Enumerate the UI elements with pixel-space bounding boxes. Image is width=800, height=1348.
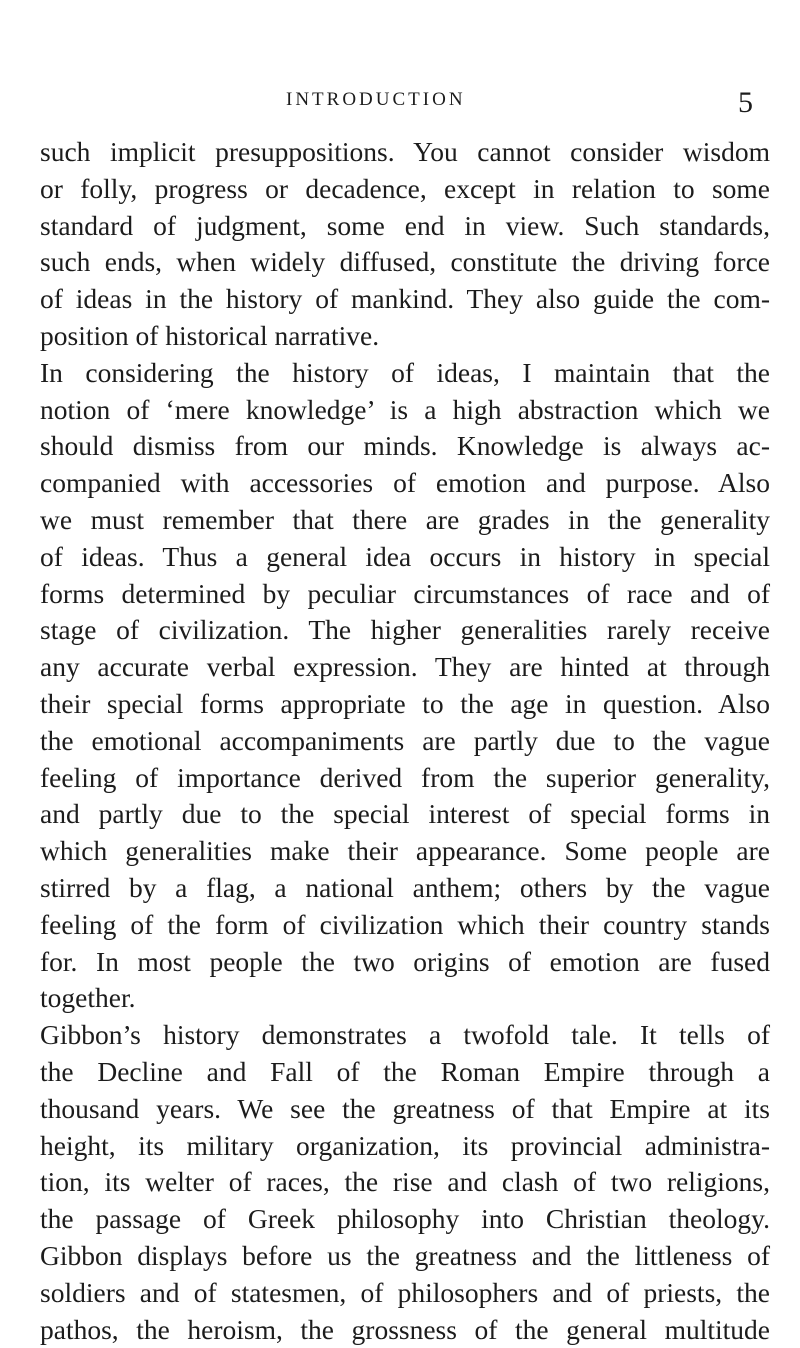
text-line: such implicit presuppositions. You cannot consider wisdom bbox=[40, 134, 770, 171]
text-line: position of historical narrative. bbox=[40, 318, 770, 355]
text-line: thousand years. We see the greatness of that Empire at its bbox=[40, 1091, 770, 1128]
text-line: standard of judgment, some end in view. Such standards, bbox=[40, 208, 770, 245]
running-title: INTRODUCTION bbox=[286, 88, 466, 112]
page-number: 5 bbox=[738, 86, 753, 120]
text-line: the passage of Greek philosophy into Christian theology. bbox=[40, 1201, 770, 1238]
text-line: forms determined by peculiar circumstances of race and of bbox=[40, 576, 770, 613]
text-line: and partly due to the special interest of special forms in bbox=[40, 796, 770, 833]
text-line: tion, its welter of races, the rise and clash of two religions, bbox=[40, 1164, 770, 1201]
running-head bbox=[0, 86, 800, 118]
text-line: feeling of importance derived from the superior generality, bbox=[40, 760, 770, 797]
text-line: such ends, when widely diffused, constitute the driving force bbox=[40, 244, 770, 281]
text-line: of ideas in the history of mankind. They also guide the com- bbox=[40, 281, 770, 318]
text-line: we must remember that there are grades in the generality bbox=[40, 502, 770, 539]
text-line: Gibbon displays before us the greatness and the littleness of bbox=[40, 1238, 770, 1275]
text-line: stirred by a flag, a national anthem; others by the vague bbox=[40, 870, 770, 907]
text-line: soldiers and of statesmen, of philosophers and of priests, the bbox=[40, 1275, 770, 1312]
body-text bbox=[40, 134, 770, 1348]
text-line: In considering the history of ideas, I maintain that the bbox=[40, 355, 770, 392]
text-line: stage of civilization. The higher generalities rarely receive bbox=[40, 612, 770, 649]
text-line: for. In most people the two origins of emotion are fused bbox=[40, 944, 770, 981]
text-line: companied with accessories of emotion and purpose. Also bbox=[40, 465, 770, 502]
text-line: of ideas. Thus a general idea occurs in history in special bbox=[40, 539, 770, 576]
text-line: height, its military organization, its provincial administra- bbox=[40, 1128, 770, 1165]
text-line: notion of ‘mere knowledge’ is a high abstraction which we bbox=[40, 392, 770, 429]
text-line: the Decline and Fall of the Roman Empire through a bbox=[40, 1054, 770, 1091]
text-line: Gibbon’s history demonstrates a twofold tale. It tells of bbox=[40, 1017, 770, 1054]
text-line: feeling of the form of civilization which their country stands bbox=[40, 907, 770, 944]
text-line: pathos, the heroism, the grossness of the general multitude bbox=[40, 1312, 770, 1348]
text-line: the emotional accompaniments are partly due to the vague bbox=[40, 723, 770, 760]
text-line: should dismiss from our minds. Knowledge is always ac- bbox=[40, 428, 770, 465]
text-line: which generalities make their appearance. Some people are bbox=[40, 833, 770, 870]
text-line: together. bbox=[40, 980, 770, 1017]
text-line: or folly, progress or decadence, except in relation to some bbox=[40, 171, 770, 208]
text-line: their special forms appropriate to the age in question. Also bbox=[40, 686, 770, 723]
text-line: any accurate verbal expression. They are hinted at through bbox=[40, 649, 770, 686]
